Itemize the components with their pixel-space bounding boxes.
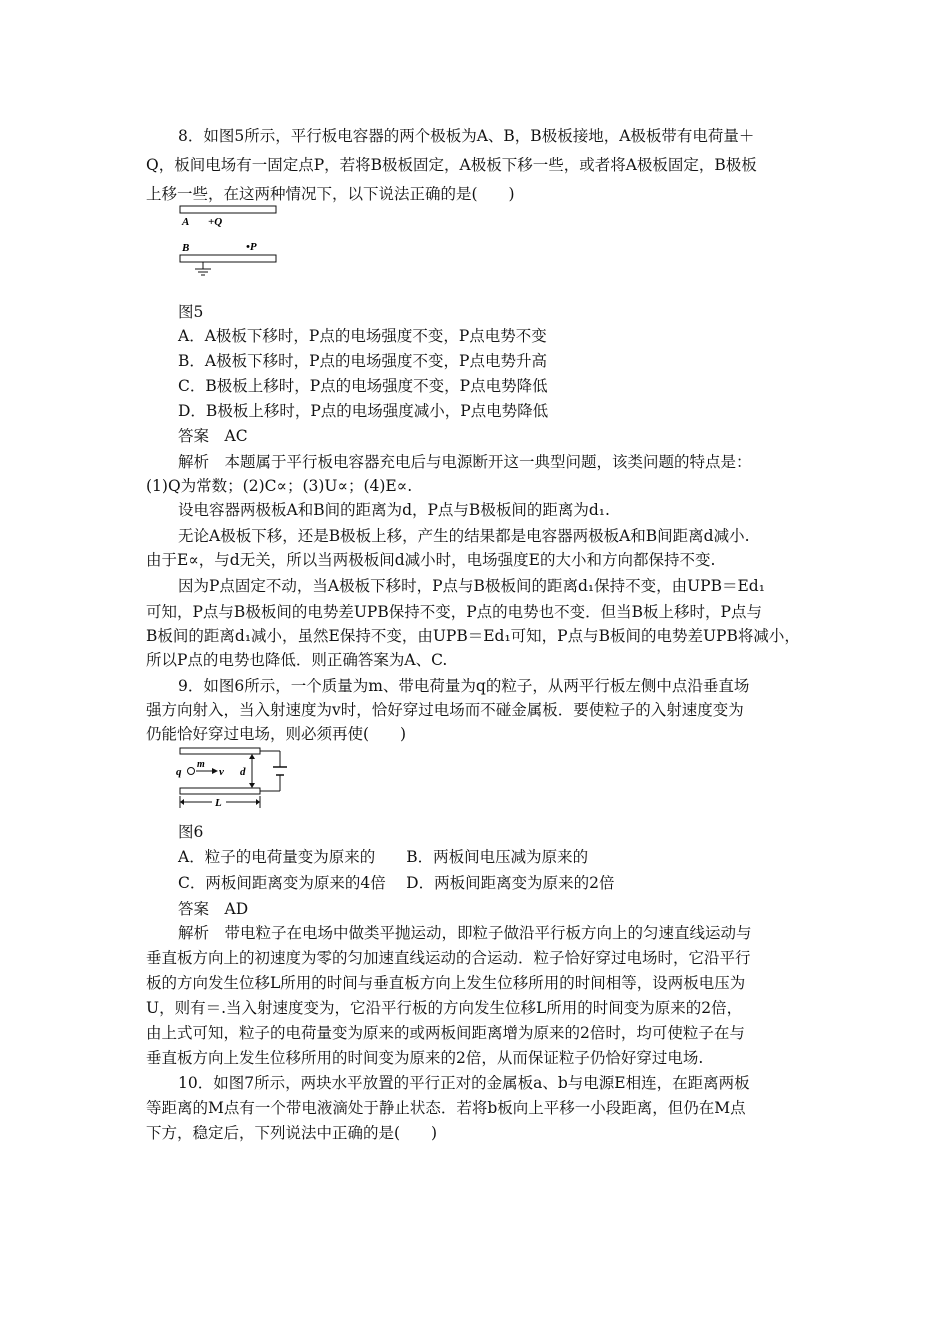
figure-6: [174, 744, 296, 816]
q8-analysis-line-9: 所以P点的电势也降低．则正确答案为A、C.: [146, 651, 448, 669]
q9-answer: 答案 AD: [178, 900, 249, 918]
q8-analysis-line-4: 无论A极板下移，还是B极板上移，产生的结果都是电容器两极板A和B间距离d减小.: [178, 527, 750, 545]
q9-analysis-line-6: 垂直板方向上发生位移所用的时间变为原来的2倍，从而保证粒子仍恰好穿过电场.: [146, 1049, 704, 1067]
q9-analysis-line-5: 由上式可知，粒子的电荷量变为原来的或两板间距离增为原来的2倍时，均可使粒子在与: [146, 1024, 745, 1042]
label-l: L: [215, 797, 222, 809]
label-v: v: [219, 766, 224, 778]
q9-analysis-line-2: 垂直板方向上的初速度为零的匀加速直线运动的合运动．粒子恰好穿过电场时，它沿平行: [146, 949, 751, 967]
q8-option-a: A．A极板下移时，P点的电场强度不变，P点电势不变: [178, 327, 547, 345]
label-q: q: [176, 766, 182, 778]
q8-option-b: B．A极板下移时，P点的电场强度不变，P点电势升高: [178, 352, 547, 370]
figure-6-caption: 图6: [178, 823, 204, 841]
q9-stem-line-2: 强方向射入，当入射速度为v时，恰好穿过电场而不碰金属板．要使粒子的入射速度变为: [146, 701, 744, 719]
q9-stem-line-1: 9．如图6所示，一个质量为m、带电荷量为q的粒子，从两平行板左侧中点沿垂直场: [178, 677, 750, 695]
q8-answer: 答案 AC: [178, 427, 248, 445]
figure-5: [176, 200, 286, 282]
q8-stem-line-2: Q，板间电场有一固定点P，若将B极板固定，A极板下移一些，或者将A极板固定，B极板: [146, 156, 757, 174]
q8-analysis-line-3: 设电容器两极板A和B间的距离为d，P点与B极板间的距离为d₁.: [178, 501, 610, 519]
q10-stem-line-2: 等距离的M点有一个带电液滴处于静止状态．若将b板向上平移一小段距离，但仍在M点: [146, 1099, 746, 1117]
q9-options-line-2: C．两板间距离变为原来的4倍 D．两板间距离变为原来的2倍: [178, 874, 615, 892]
lower-plate: [180, 788, 260, 794]
q8-analysis-line-5: 由于E∝，与d无关，所以当两极板间d减小时，电场强度E的大小和方向都保持不变.: [146, 551, 716, 569]
q8-analysis-line-1: 解析 本题属于平行板电容器充电后与电源断开这一典型问题，该类问题的特点是：: [178, 453, 752, 471]
upper-plate: [180, 748, 260, 754]
q8-analysis-line-6: 因为P点固定不动，当A极板下移时，P点与B极板间的距离d₁保持不变，由UPB＝Ed₁: [178, 577, 765, 595]
q10-stem-line-3: 下方，稳定后，下列说法中正确的是( ): [146, 1124, 438, 1142]
particle: [188, 768, 195, 775]
q9-stem-line-3: 仍能恰好穿过电场，则必须再使( ): [146, 725, 407, 743]
q9-options-line-1: A．粒子的电荷量变为原来的 B．两板间电压减为原来的: [178, 848, 589, 866]
figure-5-caption: 图5: [178, 303, 204, 321]
label-m: m: [197, 759, 205, 770]
q8-stem-line-3: 上移一些，在这两种情况下，以下说法正确的是( ): [146, 185, 515, 203]
q9-analysis-line-1: 解析 带电粒子在电场中做类平抛运动，即粒子做沿平行板方向上的匀速直线运动与: [178, 924, 752, 942]
q8-stem-line-1: 8．如图5所示，平行板电容器的两个极板为A、B，B极板接地，A极板带有电荷量＋: [178, 127, 755, 145]
q8-analysis-line-7: 可知，P点与B极板间的电势差UPB保持不变，P点的电势也不变．但当B板上移时，P点与: [146, 603, 762, 621]
label-p: •P: [246, 241, 257, 253]
q10-stem-line-1: 10．如图7所示，两块水平放置的平行正对的金属板a、b与电源E相连，在距离两板: [178, 1074, 750, 1092]
q8-option-d: D．B极板上移时，P点的电场强度减小，P点电势降低: [178, 402, 549, 420]
label-plus-q: +Q: [208, 216, 223, 228]
q9-analysis-line-4: U，则有＝.当入射速度变为，它沿平行板的方向发生位移L所用的时间变为原来的2倍，: [146, 999, 743, 1017]
plate-b: [180, 255, 276, 262]
q8-analysis-line-8: B板间的距离d₁减小，虽然E保持不变，由UPB＝Ed₁可知，P点与B板间的电势差UPB将减小，: [146, 627, 800, 645]
q8-option-c: C．B极板上移时，P点的电场强度不变，P点电势降低: [178, 377, 548, 395]
label-a: A: [182, 216, 190, 228]
q9-analysis-line-3: 板的方向发生位移L所用的时间与垂直板方向上发生位移所用的时间相等，设两板电压为: [146, 974, 746, 992]
plate-a: [180, 206, 276, 213]
label-d: d: [240, 766, 246, 778]
label-b: B: [182, 242, 190, 254]
q8-analysis-line-2: (1)Q为常数；(2)C∝；(3)U∝；(4)E∝.: [146, 477, 413, 495]
